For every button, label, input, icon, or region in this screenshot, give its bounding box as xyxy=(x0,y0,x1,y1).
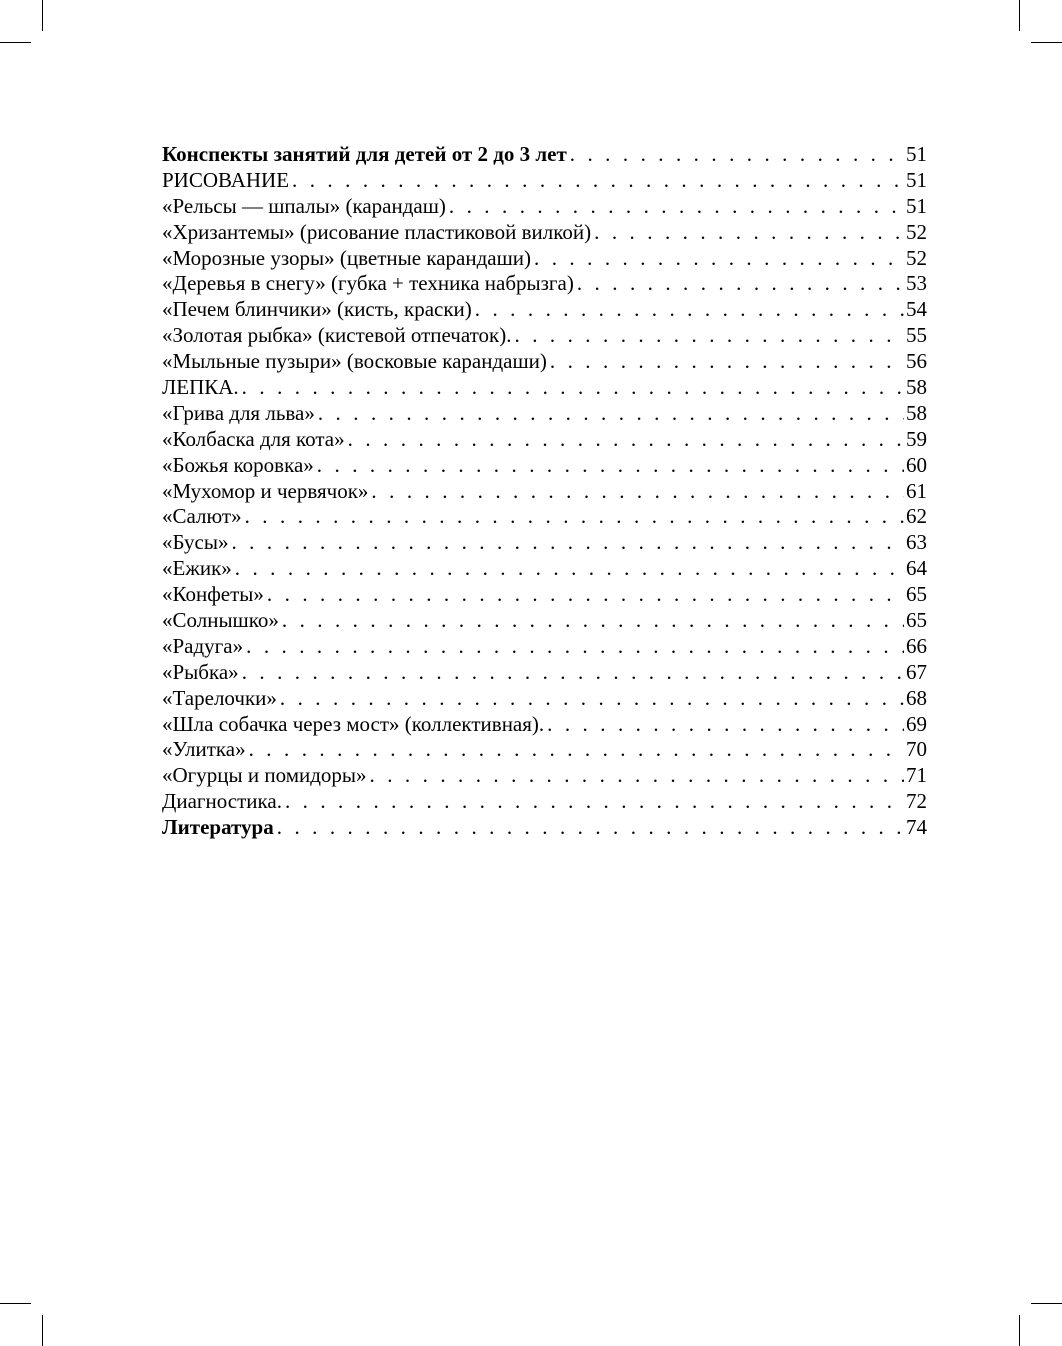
toc-entry xyxy=(162,712,927,738)
toc-dot-leader xyxy=(264,582,904,608)
toc-entry-page-number: 74 xyxy=(906,815,927,840)
toc-dot-leader xyxy=(345,427,904,453)
toc-entry xyxy=(162,427,927,453)
toc-entry xyxy=(162,271,927,297)
toc-entry-title: «Рыбка» xyxy=(162,659,239,684)
crop-mark-bottom-left-h xyxy=(0,1303,31,1304)
toc-entry xyxy=(162,246,927,272)
toc-dot-leader xyxy=(567,142,904,168)
toc-dot-leader xyxy=(282,789,904,815)
toc-entry xyxy=(162,737,927,763)
toc-entry xyxy=(162,453,927,479)
toc-entry xyxy=(162,349,927,375)
toc-entry-title: «Хризантемы» (рисование пластиковой вилкой) xyxy=(162,219,592,244)
toc-entry-title: Литература xyxy=(162,815,274,840)
toc-entry-title: «Грива для льва» xyxy=(162,400,315,425)
crop-mark-top-left-v xyxy=(42,0,43,31)
toc-entry xyxy=(162,530,927,556)
toc-entry xyxy=(162,297,927,323)
toc-entry-page-number: 66 xyxy=(906,633,927,658)
toc-entry xyxy=(162,168,927,194)
toc-dot-leader xyxy=(232,556,904,582)
toc-entry xyxy=(162,582,927,608)
toc-entry-title: «Улитка» xyxy=(162,737,246,762)
toc-entry-title: «Печем блинчики» (кисть, краски) xyxy=(162,297,472,322)
toc-entry-page-number: 54 xyxy=(906,297,927,322)
toc-entry-page-number: 65 xyxy=(906,582,927,607)
toc-dot-leader xyxy=(315,401,904,427)
crop-mark-top-right-h xyxy=(1031,42,1062,43)
toc-dot-leader xyxy=(574,271,904,297)
toc-entry-title: «Радуга» xyxy=(162,633,244,658)
toc-dot-leader xyxy=(274,815,904,841)
toc-dot-leader xyxy=(246,737,904,763)
crop-mark-top-left-h xyxy=(0,42,31,43)
toc-entry-page-number: 52 xyxy=(906,219,927,244)
toc-entry-page-number: 72 xyxy=(906,789,927,814)
toc-entry-title: «Божья коровка» xyxy=(162,452,314,477)
toc-dot-leader xyxy=(512,323,905,349)
toc-entry-title: «Салют» xyxy=(162,504,242,529)
toc-dot-leader xyxy=(239,660,904,686)
toc-entry-title: «Мухомор и червячок» xyxy=(162,478,369,503)
toc-entry-title: «Деревья в снегу» (губка + техника набрызга) xyxy=(162,271,574,296)
toc-entry xyxy=(162,375,927,401)
toc-dot-leader xyxy=(277,686,904,712)
crop-mark-bottom-right-h xyxy=(1031,1303,1062,1304)
toc-entry-title: «Морозные узоры» (цветные карандаши) xyxy=(162,245,532,270)
toc-dot-leader xyxy=(591,220,904,246)
table-of-contents xyxy=(162,142,927,841)
toc-entry-title: «Тарелочки» xyxy=(162,685,277,710)
toc-entry-page-number: 56 xyxy=(906,349,927,374)
crop-mark-top-right-v xyxy=(1019,0,1020,31)
toc-dot-leader xyxy=(531,246,904,272)
toc-dot-leader xyxy=(544,712,904,738)
toc-entry xyxy=(162,556,927,582)
toc-entry-page-number: 62 xyxy=(906,504,927,529)
toc-entry-page-number: 71 xyxy=(906,763,927,788)
toc-dot-leader xyxy=(472,297,904,323)
toc-entry xyxy=(162,815,927,841)
toc-entry-title: «Шла собачка через мост» (коллективная). xyxy=(162,711,545,736)
toc-entry-title: ЛЕПКА. xyxy=(162,375,239,400)
toc-dot-leader xyxy=(239,375,904,401)
toc-entry xyxy=(162,323,927,349)
toc-entry-title: «Бусы» xyxy=(162,530,229,555)
toc-dot-leader xyxy=(228,530,904,556)
toc-entry-page-number: 67 xyxy=(906,659,927,684)
toc-entry-page-number: 51 xyxy=(906,142,927,166)
toc-entry-title: «Мыльные пузыри» (восковые карандаши) xyxy=(162,349,547,374)
toc-entry-title: «Ежик» xyxy=(162,556,232,581)
toc-entry-title: РИСОВАНИЕ xyxy=(162,167,290,192)
toc-dot-leader xyxy=(367,763,904,789)
toc-entry-title: «Золотая рыбка» (кистевой отпечаток). xyxy=(162,323,512,348)
toc-entry xyxy=(162,608,927,634)
toc-entry xyxy=(162,660,927,686)
toc-entry-page-number: 53 xyxy=(906,271,927,296)
toc-entry-title: Диагностика. xyxy=(162,789,282,814)
toc-entry-title: «Рельсы — шпалы» (карандаш) xyxy=(162,193,446,218)
toc-dot-leader xyxy=(446,194,904,220)
toc-entry-page-number: 58 xyxy=(906,375,927,400)
toc-entry-title: «Конфеты» xyxy=(162,582,264,607)
toc-entry-page-number: 59 xyxy=(906,426,927,451)
toc-dot-leader xyxy=(547,349,904,375)
toc-dot-leader xyxy=(368,479,904,505)
toc-entry xyxy=(162,220,927,246)
toc-entry-page-number: 58 xyxy=(906,400,927,425)
toc-entry xyxy=(162,504,927,530)
toc-entry-title: «Колбаска для кота» xyxy=(162,426,345,451)
crop-mark-bottom-right-v xyxy=(1019,1315,1020,1346)
toc-entry-title: Конспекты занятий для детей от 2 до 3 лет xyxy=(162,142,567,166)
toc-entry-page-number: 55 xyxy=(906,323,927,348)
toc-entry-page-number: 65 xyxy=(906,608,927,633)
toc-entry-page-number: 64 xyxy=(906,556,927,581)
toc-entry-page-number: 63 xyxy=(906,530,927,555)
toc-entry-title: «Огурцы и помидоры» xyxy=(162,763,367,788)
toc-entry xyxy=(162,686,927,712)
toc-entry-title: «Солнышко» xyxy=(162,608,279,633)
toc-entry-page-number: 51 xyxy=(906,167,927,192)
toc-entry-page-number: 61 xyxy=(906,478,927,503)
toc-entry xyxy=(162,763,927,789)
toc-entry xyxy=(162,789,927,815)
toc-entry-page-number: 68 xyxy=(906,685,927,710)
toc-entry-page-number: 51 xyxy=(906,193,927,218)
toc-entry xyxy=(162,634,927,660)
toc-dot-leader xyxy=(242,504,904,530)
toc-entry xyxy=(162,401,927,427)
toc-entry xyxy=(162,142,927,168)
toc-entry-page-number: 52 xyxy=(906,245,927,270)
toc-dot-leader xyxy=(243,634,904,660)
toc-dot-leader xyxy=(289,168,904,194)
toc-entry xyxy=(162,194,927,220)
toc-dot-leader xyxy=(314,453,904,479)
toc-entry-page-number: 70 xyxy=(906,737,927,762)
toc-entry-page-number: 60 xyxy=(906,452,927,477)
crop-mark-bottom-left-v xyxy=(42,1315,43,1346)
toc-dot-leader xyxy=(279,608,904,634)
toc-entry xyxy=(162,479,927,505)
toc-entry-page-number: 69 xyxy=(906,711,927,736)
